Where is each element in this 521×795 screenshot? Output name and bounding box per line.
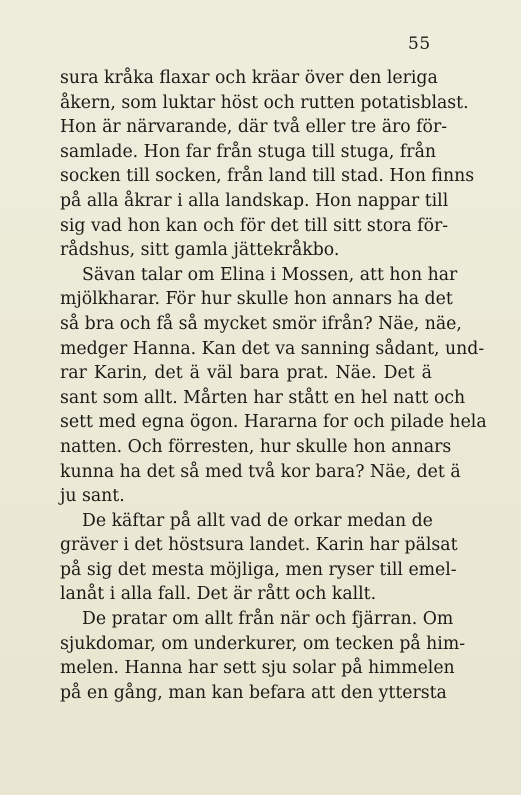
text-line: De käftar på allt vad de orkar medan de (82, 510, 433, 531)
text-line: ju sant. (60, 486, 125, 507)
body-text (60, 66, 487, 705)
text-line: på sig det mesta möjliga, men ryser till emel- (60, 559, 457, 580)
paragraph (60, 263, 487, 509)
text-line: på en gång, man kan befara att den yttersta (60, 682, 447, 703)
paragraph (60, 509, 458, 607)
text-line: sig vad hon kan och för det till sitt stora för- (60, 215, 449, 236)
text-line: Sävan talar om Elina i Mossen, att hon har (82, 264, 458, 285)
text-line: gräver i det höstsura landet. Karin har pälsat (60, 535, 458, 556)
text-line: kunna ha det så med två kor bara? Näe, det ä (60, 461, 461, 482)
text-line: samlade. Hon far från stuga till stuga, från (60, 141, 437, 162)
text-line: sjukdomar, om underkurer, om tecken på him- (60, 633, 466, 654)
text-line: lanåt i alla fall. Det är rått och kallt. (60, 584, 377, 605)
page-number: 55 (408, 34, 431, 54)
text-line: sura kråka flaxar och kräar över den leriga (60, 68, 438, 88)
text-line: melen. Hanna har sett sju solar på himmelen (60, 658, 455, 679)
text-line: mjölkharar. För hur skulle hon annars ha det (60, 289, 453, 310)
paragraph (60, 66, 475, 263)
paragraph (60, 607, 466, 705)
text-line: rådshus, sitt gamla jättekråkbo. (60, 240, 340, 261)
text-line: så bra och få så mycket smör ifrån? Näe, näe, (60, 313, 462, 334)
text-line: på alla åkrar i alla landskap. Hon nappar till (60, 190, 449, 211)
text-line: medger Hanna. Kan det va sanning sådant, und- (60, 338, 485, 359)
text-line: sett med egna ögon. Hararna for och pilade hela (60, 412, 487, 433)
text-line: Hon är närvarande, där två eller tre äro för- (60, 117, 448, 138)
text-line: socken till socken, från land till stad. Hon finns (60, 166, 475, 187)
text-line: åkern, som luktar höst och rutten potatisblast. (60, 92, 469, 113)
text-line: natten. Och förresten, hur skulle hon annars (60, 436, 452, 457)
text-line: De pratar om allt från när och fjärran. Om (82, 609, 454, 630)
text-line: rar Karin, det ä väl bara prat. Näe. Det ä (60, 363, 432, 384)
text-line: sant som allt. Mårten har stått en hel natt och (60, 387, 466, 408)
